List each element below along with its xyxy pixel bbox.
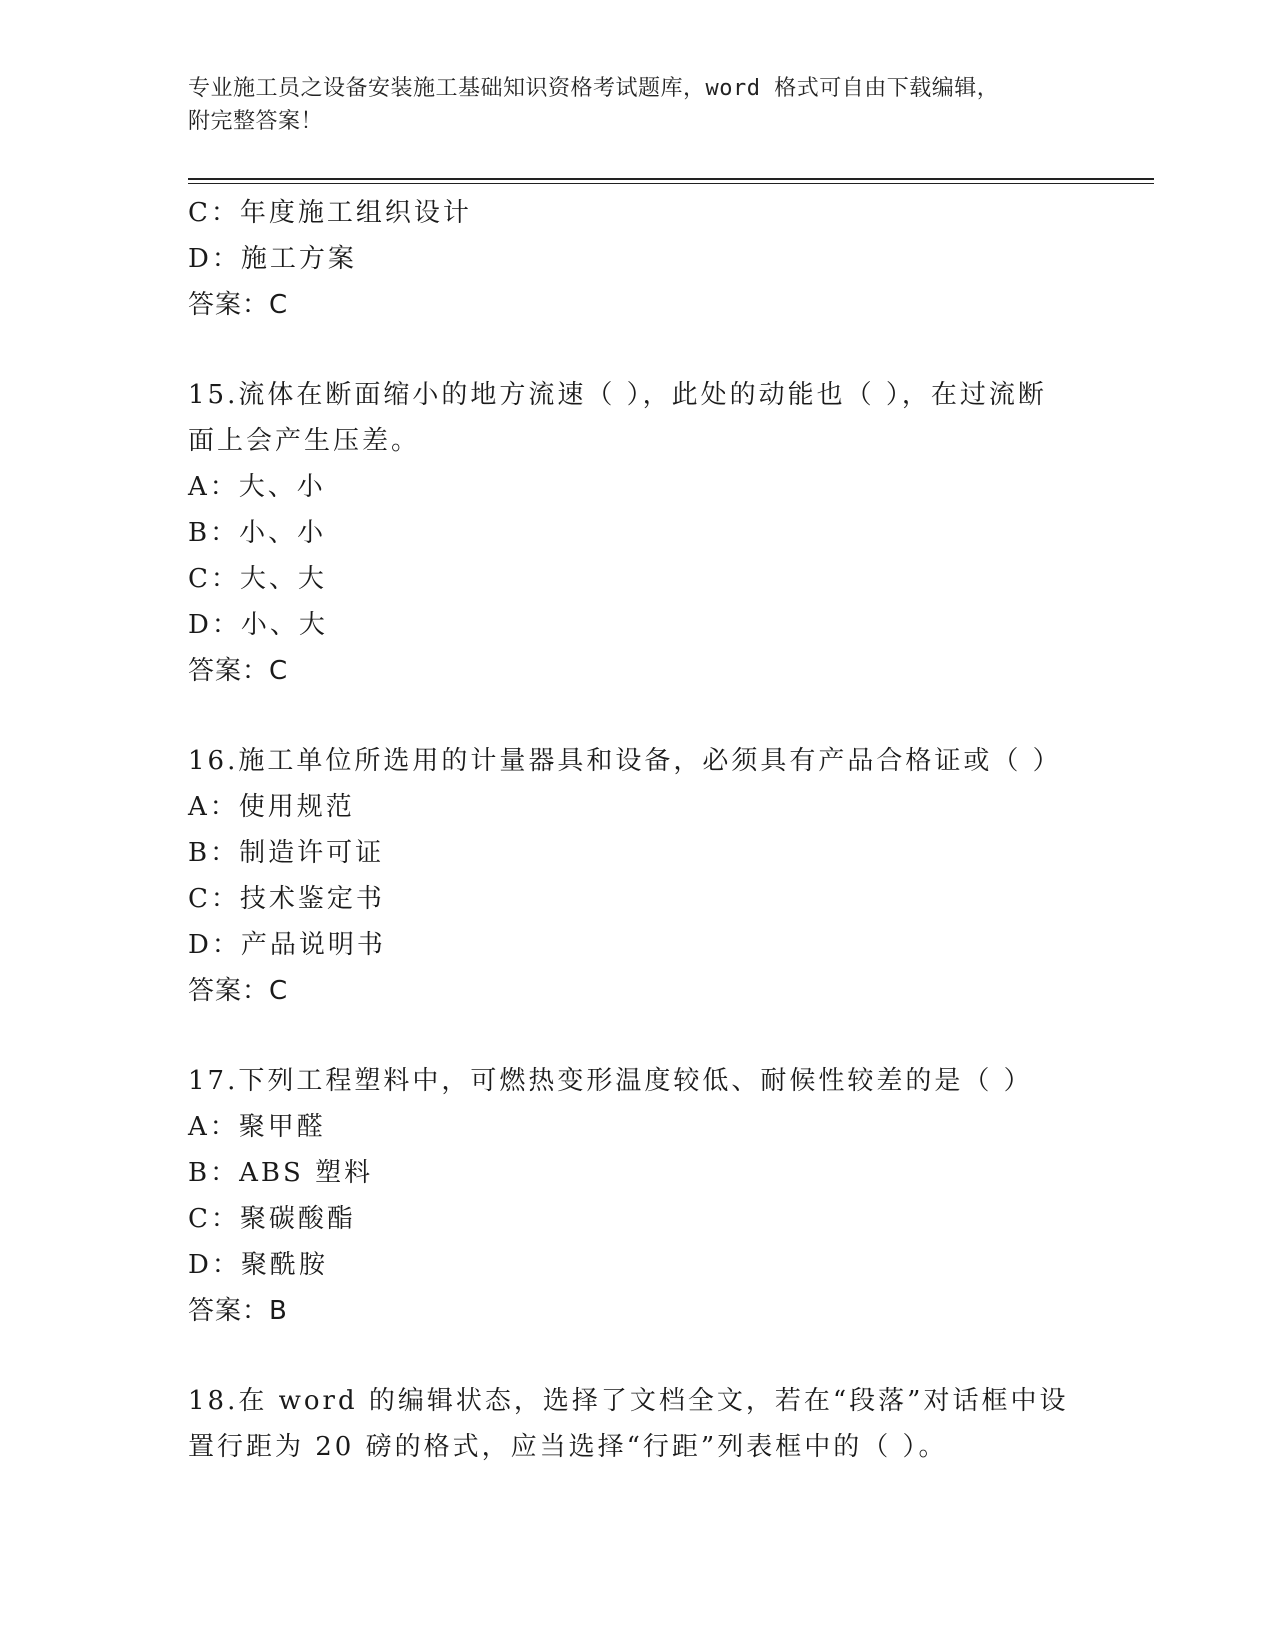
- option-b: B：小、小: [188, 518, 327, 548]
- question-16: [188, 738, 1088, 1014]
- answer-line: 答案：B: [188, 1296, 288, 1326]
- option-a: A：聚甲醛: [188, 1112, 326, 1142]
- option-a: A：使用规范: [188, 792, 355, 822]
- question-15: [188, 372, 1088, 694]
- option-d: D：聚酰胺: [188, 1250, 328, 1280]
- option-c: C：大、大: [188, 564, 327, 594]
- header-line-1: 专业施工员之设备安装施工基础知识资格考试题库，word 格式可自由下载编辑，: [188, 76, 1000, 101]
- question-18: [188, 1378, 1088, 1470]
- option-b: B：制造许可证: [188, 838, 385, 868]
- question-stem: 16.施工单位所选用的计量器具和设备，必须具有产品合格证或（ ）: [188, 746, 1062, 776]
- question-stem: 17.下列工程塑料中，可燃热变形温度较低、耐候性较差的是（ ）: [188, 1066, 1033, 1096]
- header-line-2: 附完整答案！: [188, 109, 324, 134]
- option-d: D：施工方案: [188, 244, 357, 274]
- option-d: D：小、大: [188, 610, 328, 640]
- option-d: D：产品说明书: [188, 930, 386, 960]
- spacer: [188, 1334, 1088, 1378]
- page-header: [188, 72, 1088, 138]
- question-stem: 18.在 word 的编辑状态，选择了文档全文，若在“段落”对话框中设: [188, 1386, 1069, 1416]
- spacer: [188, 1014, 1088, 1058]
- question-14: [188, 190, 1088, 328]
- question-list: [188, 190, 1088, 1470]
- question-17: [188, 1058, 1088, 1334]
- option-c: C：技术鉴定书: [188, 884, 385, 914]
- option-a: A：大、小: [188, 472, 326, 502]
- question-stem-continued: 置行距为 20 磅的格式，应当选择“行距”列表框中的（ ）。: [188, 1432, 948, 1462]
- spacer: [188, 694, 1088, 738]
- answer-line: 答案：C: [188, 656, 289, 686]
- option-c: C：年度施工组织设计: [188, 198, 472, 228]
- spacer: [188, 328, 1088, 372]
- answer-line: 答案：C: [188, 976, 289, 1006]
- question-stem: 15.流体在断面缩小的地方流速（ ），此处的动能也（ ），在过流断: [188, 380, 1047, 410]
- answer-line: 答案：C: [188, 290, 289, 320]
- option-b: B：ABS 塑料: [188, 1158, 374, 1188]
- header-divider-thin: [188, 183, 1154, 184]
- option-c: C：聚碳酸酯: [188, 1204, 356, 1234]
- question-stem-continued: 面上会产生压差。: [188, 426, 421, 456]
- header-divider-thick: [188, 178, 1154, 180]
